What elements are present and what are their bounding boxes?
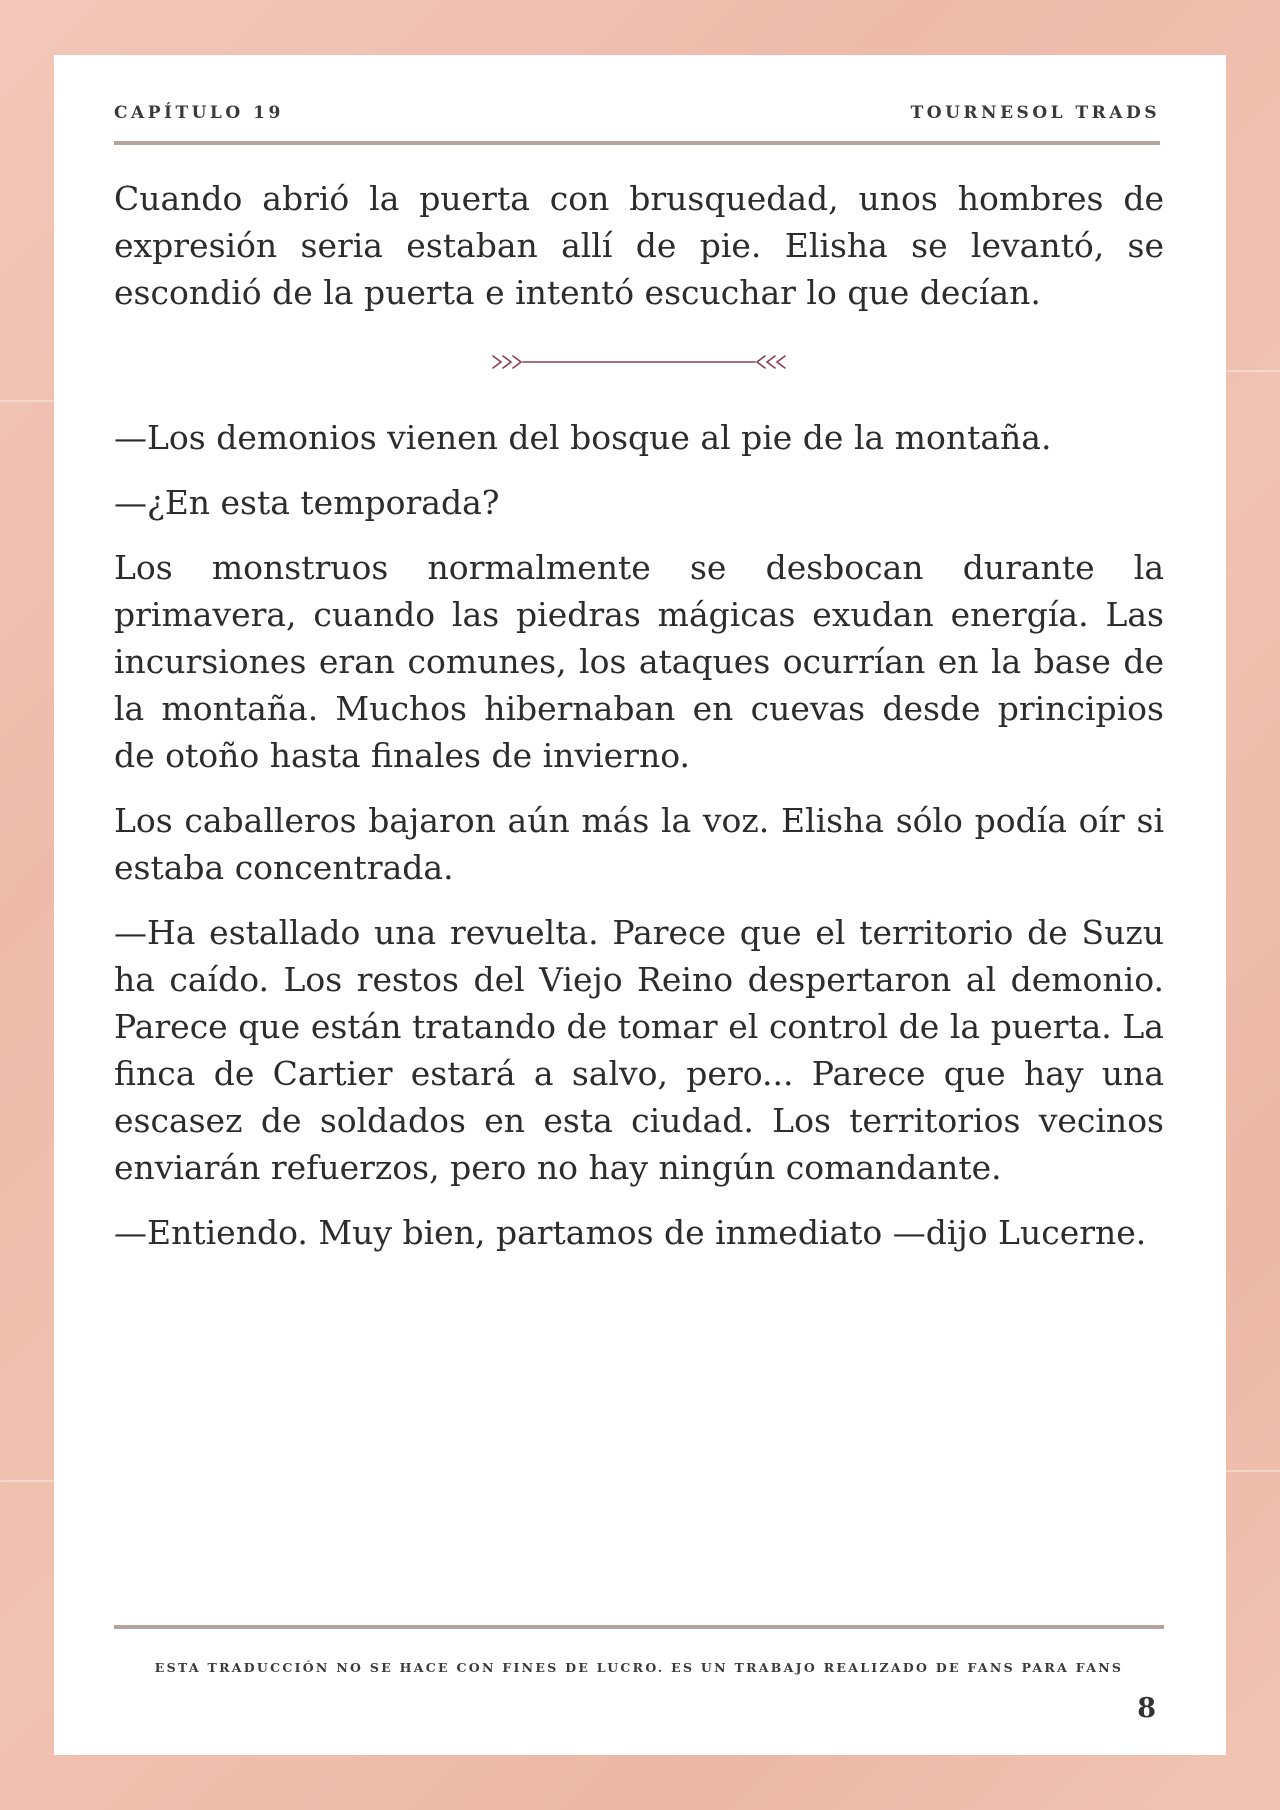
paper-crease: [1225, 1470, 1280, 1472]
paragraph: —¿En esta temporada?: [114, 483, 500, 522]
body-text: [114, 175, 1164, 1274]
footer-rule: [114, 1625, 1164, 1629]
footer-disclaimer: ESTA TRADUCCIÓN NO SE HACE CON FINES DE LUCRO. ES UN TRABAJO REALIZADO DE FANS PARA FANS: [154, 1660, 1124, 1675]
paragraph: —Entiendo. Muy bien, partamos de inmediato —dijo Lucerne.: [114, 1213, 1147, 1252]
document-page: [54, 55, 1226, 1755]
group-label: TOURNESOL TRADS: [910, 103, 1160, 123]
page-number: 8: [1137, 1693, 1156, 1724]
paper-crease: [0, 1480, 60, 1482]
paragraph: Los monstruos normalmente se desbocan durante la primavera, cuando las piedras mágicas exudan energía. Las incursiones eran comunes, los ataques ocurrían en la base de la montaña. Muchos hibernaban en cuevas desde principios de otoño hasta finales de invierno.: [114, 548, 1164, 775]
paper-crease: [0, 400, 60, 402]
paragraph: Cuando abrió la puerta con brusquedad, unos hombres de expresión seria estaban allí de pie. Elisha se levantó, se escondió de la puerta e intentó escuchar lo que decían.: [114, 179, 1164, 312]
paper-crease: [1225, 370, 1280, 372]
arrow-divider-icon: [489, 350, 789, 374]
paragraph: —Ha estallado una revuelta. Parece que el territorio de Suzu ha caído. Los restos del Viejo Reino despertaron al demonio. Parece que están tratando de tomar el control de la puerta. La finca de Cartier estará a salvo, pero... Parece que hay una escasez de soldados en esta ciudad. Los territorios vecinos enviarán refuerzos, pero no hay ningún comandante.: [114, 913, 1164, 1187]
page-header: [114, 103, 1160, 145]
paragraph: Los caballeros bajaron aún más la voz. Elisha sólo podía oír si estaba concentrada.: [114, 801, 1164, 887]
chapter-label: CAPÍTULO 19: [114, 103, 284, 123]
header-rule: [114, 141, 1160, 145]
paragraph: —Los demonios vienen del bosque al pie de la montaña.: [114, 418, 1052, 457]
